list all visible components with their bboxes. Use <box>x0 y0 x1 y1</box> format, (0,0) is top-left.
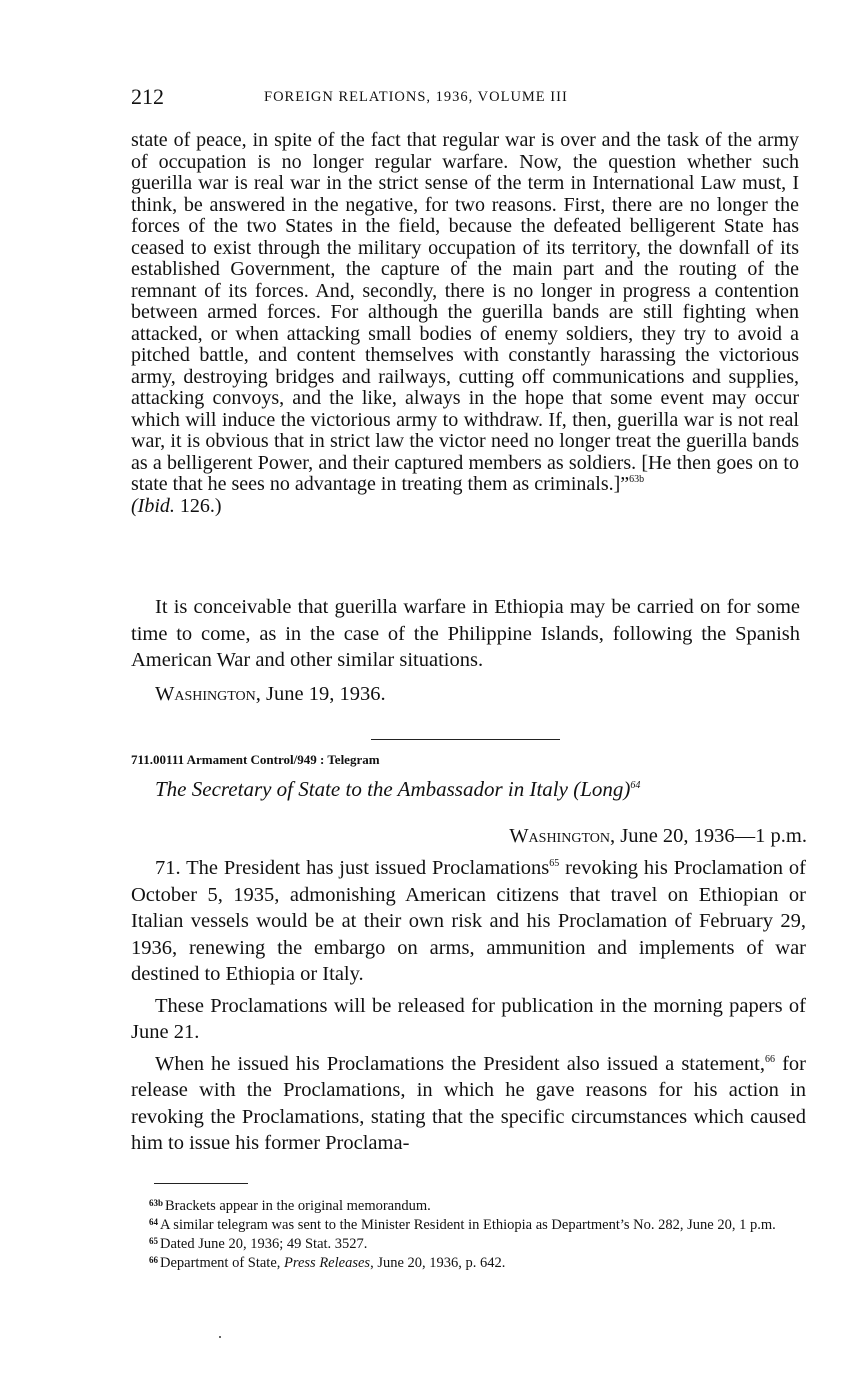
dateline-date: , June 20, 1936—1 p.m. <box>609 825 807 847</box>
telegram-dateline <box>509 825 807 848</box>
footnote-63b <box>131 1195 804 1214</box>
footnote-divider <box>154 1183 248 1184</box>
telegram-body <box>131 855 806 1157</box>
footnotes <box>131 1195 804 1271</box>
file-reference: 711.00111 Armament Control/949 : Telegram <box>131 752 380 767</box>
footnote-ref-64: 64 <box>630 780 641 791</box>
footnote-text: Brackets appear in the original memorandum. <box>165 1198 431 1214</box>
footnote-mark: 63b <box>149 1198 164 1208</box>
footnote-mark: 64 <box>149 1217 158 1227</box>
footnote-64 <box>131 1214 804 1233</box>
page-header <box>131 84 811 114</box>
footnote-text: A similar telegram was sent to the Minister Resident in Ethiopia as Department’s No. 282, June 20, 1 p.m. <box>160 1217 776 1233</box>
section-divider <box>371 739 560 740</box>
footnote-mark: 66 <box>149 1255 158 1265</box>
memorandum-quote <box>131 130 799 517</box>
telegram-title-text: The Secretary of State to the Ambassador in Italy (Long) <box>155 777 631 801</box>
dateline-place: Washington <box>509 825 610 847</box>
quote-text: state of peace, in spite of the fact that regular war is over and the task of the army of occupation is no longer regular warfare. Now, the question whether such guerilla war is real war in the strict sense of the term in International Law must, I think, be answered in the negative, for two reasons. First, there are no longer the forces of the two States in the field, because the defeated belligerent State has ceased to exist through the military occupation of its territory, the downfall of its established Government, the capture of the main part and the routing of the remnant of its forces. And, secondly, there is no longer in progress a contention between armed forces. For although the guerilla bands are still fighting when attacked, or when attacking small bodies of enemy soldiers, they try to avoid a pitched battle, and content themselves with constantly harassing the victorious army, destroying bridges and railways, cutting off communications and supplies, attacking convoys, and the like, always in the hope that some event may occur which will induce the victorious army to withdraw. If, then, guerilla war is not real war, it is obvious that in strict law the victor need no longer treat the guerilla bands as a belligerent Power, and their captured members as soldiers. [He then goes on to state that he sees no advantage in treating them as criminals.]” <box>131 129 799 495</box>
footnote-ref-63b: 63b <box>629 474 645 485</box>
p3-rest: for release with the Proclamations, in which he gave reasons for his action in revoking the Proclamations, stating that the specific circumstances which caused him to issue his former Proclama- <box>131 1052 806 1154</box>
p1-rest: revoking his Proclamation of October 5, 1935, admonishing American citizens that travel on Ethiopian or Italian vessels would be at their own risk and his Proclamation of February 29, 1936, renewing the embargo on arms, ammunition and implements of war destined to Ethiopia or Italy. <box>131 857 806 985</box>
telegram-title <box>155 777 640 802</box>
signature-place: Washington <box>155 682 256 705</box>
p3-start: When he issued his Proclamations the President also issued a statement, <box>155 1052 765 1075</box>
quote-paragraph <box>131 130 799 517</box>
telegram-paragraph-1 <box>131 855 806 988</box>
running-title: FOREIGN RELATIONS, 1936, VOLUME III <box>264 89 568 105</box>
footnote-italic-title: Press Releases <box>284 1255 371 1271</box>
citation-page: 126.) <box>174 494 222 517</box>
memo-paragraph: It is conceivable that guerilla warfare in Ethiopia may be carried on for some time to come, as in the case of the Philippine Islands, following the Spanish American War and other similar situations. <box>131 596 800 671</box>
telegram-paragraph-3 <box>131 1051 806 1157</box>
signature-date: , June 19, 1936. <box>255 682 386 705</box>
footnote-65 <box>131 1233 804 1252</box>
footnote-mark: 65 <box>149 1236 158 1246</box>
footnote-text: Dated June 20, 1936; 49 Stat. 3527. <box>160 1236 368 1252</box>
memo-signature <box>131 681 800 708</box>
footnote-ref-65: 65 <box>549 858 560 869</box>
citation-ibid: (Ibid. <box>131 494 175 517</box>
memo-closing <box>131 594 800 707</box>
footnote-text: Department of State, <box>160 1255 285 1271</box>
footnote-ref-66: 66 <box>765 1053 775 1065</box>
footnote-66 <box>131 1252 804 1271</box>
scan-mark <box>219 1336 221 1338</box>
page-number: 212 <box>131 84 164 109</box>
telegram-paragraph-2: These Proclamations will be released for publication in the morning papers of June 21. <box>131 994 806 1043</box>
footnote-text-end: , June 20, 1936, p. 642. <box>370 1255 506 1271</box>
p1-start: 71. The President has just issued Proclamations <box>155 857 550 879</box>
